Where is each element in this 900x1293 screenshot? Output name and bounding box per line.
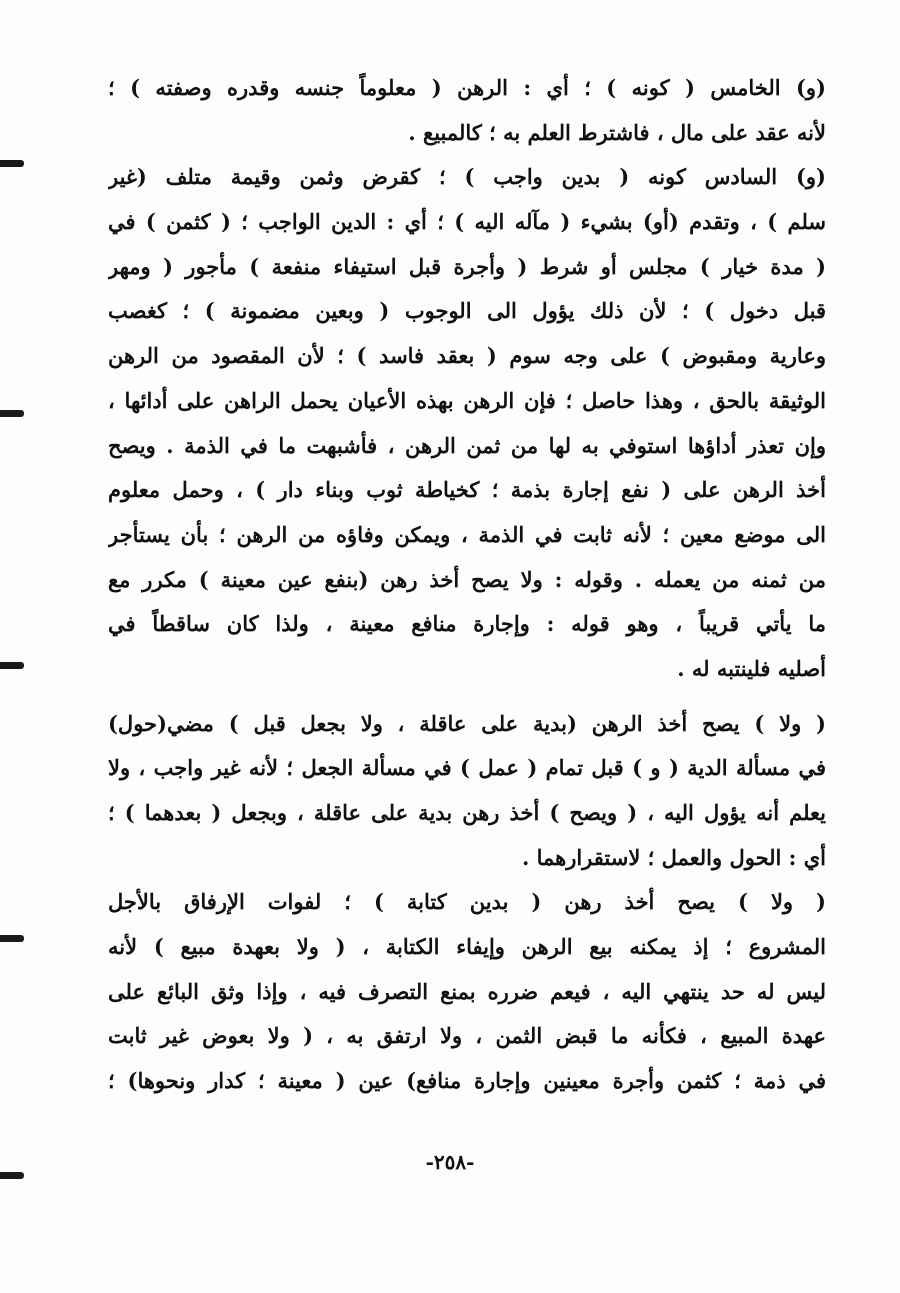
text-line: ( ولا ) يصح أخذ رهن ( بدين كتابة ) ؛ لفوات الإرفاق بالأجل xyxy=(108,889,826,915)
text-line: من ثمنه من يعمله . وقوله : ولا يصح أخذ رهن (بنفع عين معينة ) مكرر مع xyxy=(108,566,826,592)
paragraph xyxy=(108,155,826,691)
text-line: (و) الخامس ( كونه ) ؛ أي : الرهن ( معلوماً جنسه وقدره وصفته ) ؛ xyxy=(108,75,826,100)
text-line: (و) السادس كونه ( بدين واجب ) ؛ كقرض وثمن وقيمة متلف (غير xyxy=(108,164,826,190)
page-number: -٢٥٨- xyxy=(425,1150,475,1174)
body-text xyxy=(108,66,826,1104)
text-line: سلم ) ، وتقدم (أو) بشيء ( مآله اليه ) ؛ أي : الدين الواجب ؛ ( كثمن ) في xyxy=(108,209,826,235)
text-line: أخذ الرهن على ( نفع إجارة بذمة ؛ كخياطة ثوب وبناء دار ) ، وحمل معلوم xyxy=(108,477,826,503)
binding-mark xyxy=(0,935,24,942)
text-line: ما يأتي قريباً ، وهو قوله : وإجارة منافع معينة ، ولذا كان ساقطاً في xyxy=(108,611,826,637)
paragraph xyxy=(108,702,826,881)
text-line: عهدة المبيع ، فكأنه ما قبض الثمن ، ولا ارتفق به ، ( ولا بعوض غير ثابت xyxy=(108,1023,826,1049)
text-line: المشروع ؛ إذ يمكنه بيع الرهن وإيفاء الكتابة ، ( ولا بعهدة مبيع ) لأنه xyxy=(108,934,826,960)
text-line: لأنه عقد على مال ، فاشترط العلم به ؛ كالمبيع . xyxy=(408,119,826,145)
binding-mark xyxy=(0,410,24,417)
paragraph xyxy=(108,880,826,1103)
text-line: في مسألة الدية ( و ) قبل تمام ( عمل ) في مسألة الجعل ؛ لأنه غير واجب ، ولا xyxy=(108,755,826,781)
binding-mark xyxy=(0,662,24,669)
text-line: ( مدة خيار ) مجلس أو شرط ( وأجرة قبل استيفاء منفعة ) مأجور ( ومهر xyxy=(108,253,826,279)
text-line: قبل دخول ) ؛ لأن ذلك يؤول الى الوجوب ( وبعين مضمونة ) ؛ كغصب xyxy=(108,298,826,324)
text-line: أي : الحول والعمل ؛ لاستقرارهما . xyxy=(521,844,826,870)
text-line: الوثيقة بالحق ، وهذا حاصل ؛ فإن الرهن بهذه الأعيان يحمل الراهن على أدائها ، xyxy=(108,387,826,413)
text-line: الى موضع معين ؛ لأنه ثابت في الذمة ، ويمكن وفاؤه من الرهن ؛ بأن يستأجر xyxy=(108,521,826,547)
paragraph xyxy=(108,66,826,155)
text-line: ( ولا ) يصح أخذ الرهن (بدية على عاقلة ، ولا بجعل قبل ) مضي(حول) xyxy=(108,710,826,736)
text-line: أصليه فلينتبه له . xyxy=(677,655,826,681)
text-line: وإن تعذر أداؤها استوفي به لها من ثمن الرهن ، فأشبهت ما في الذمة . ويصح xyxy=(108,432,826,458)
text-line: يعلم أنه يؤول اليه ، ( ويصح ) أخذ رهن بدية على عاقلة ، وبجعل ( بعدهما ) ؛ xyxy=(108,800,826,825)
text-line: في ذمة ؛ كثمن وأجرة معينين وإجارة منافع) عين ( معينة ؛ كدار ونحوها) ؛ xyxy=(108,1068,826,1094)
binding-mark xyxy=(0,160,24,167)
text-line: وعارية ومقبوض ) على وجه سوم ( بعقد فاسد ) ؛ لأن المقصود من الرهن xyxy=(108,343,826,369)
text-line: ليس له حد ينتهي اليه ، فيعم ضرره بمنع التصرف فيه ، وإذا وثق البائع على xyxy=(108,978,826,1004)
